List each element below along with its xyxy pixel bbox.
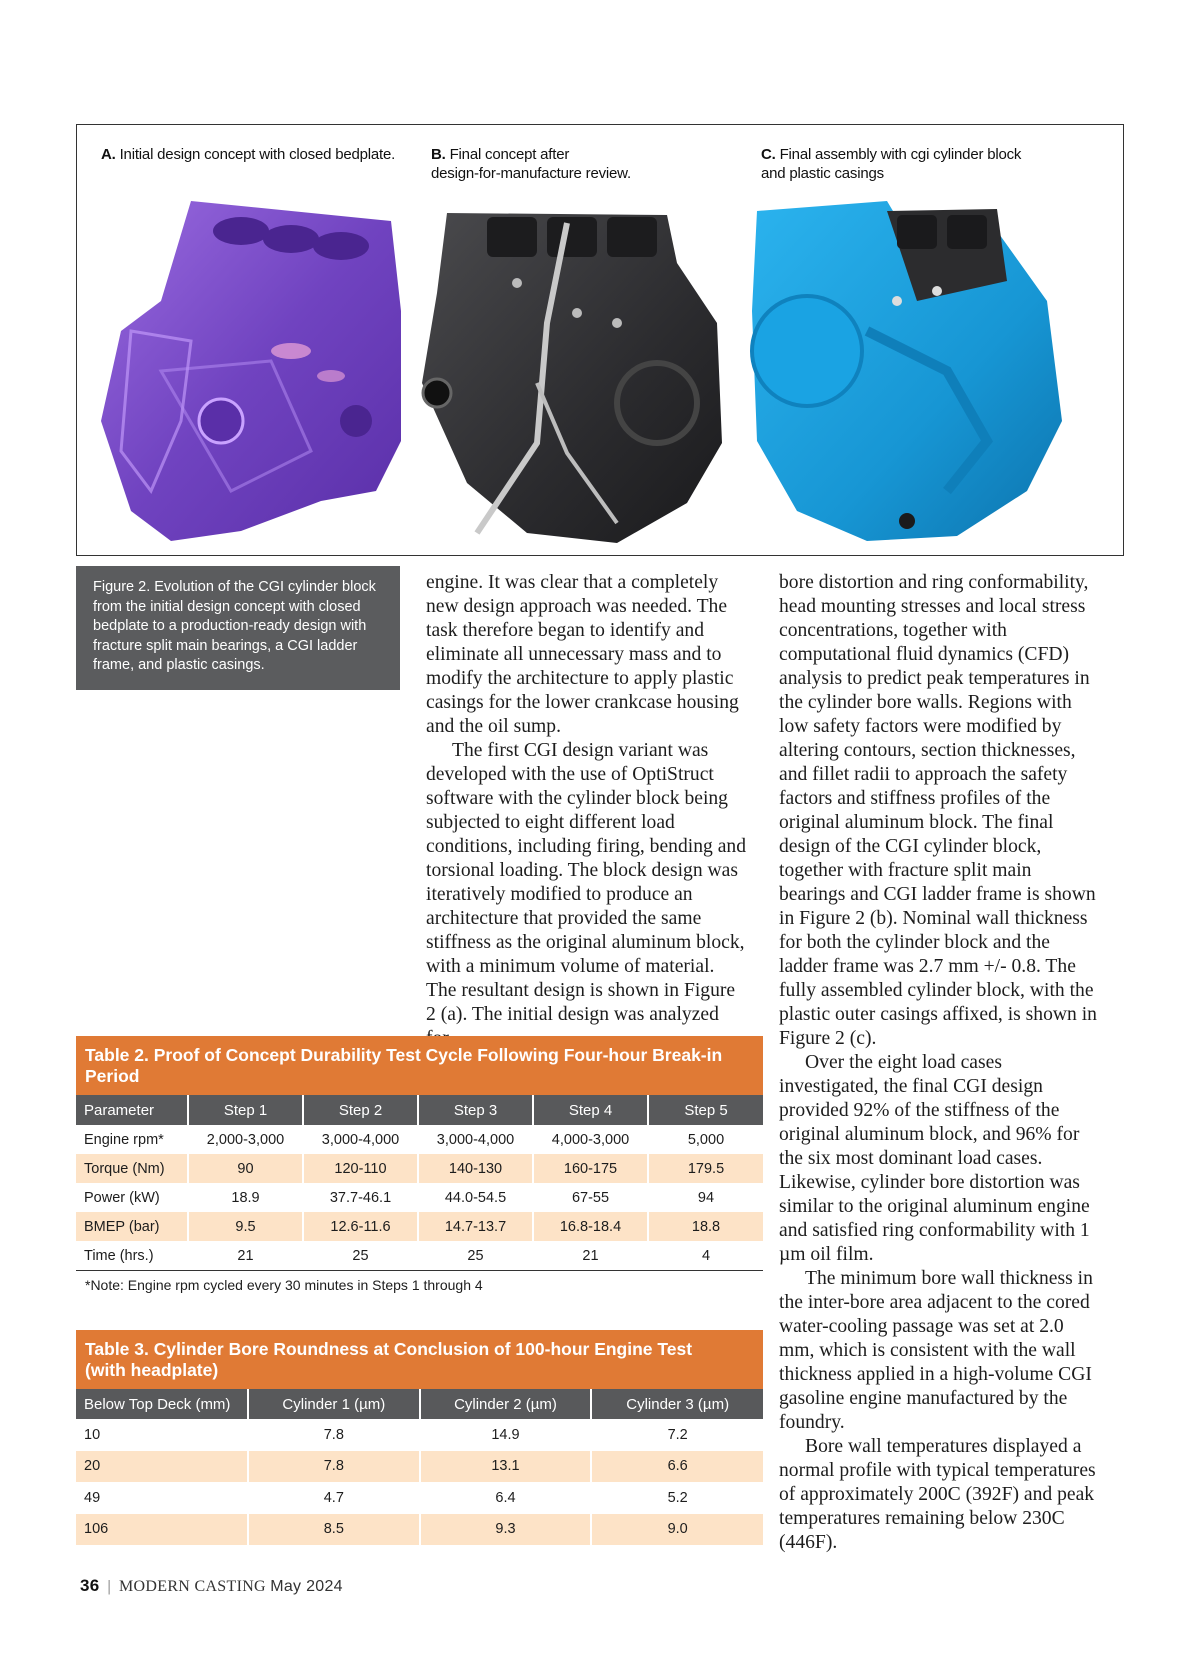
table-cell: 9.5 (188, 1212, 303, 1241)
table-cell: 10 (76, 1419, 248, 1451)
paragraph: The minimum bore wall thickness in the inter-bore area adjacent to the cored water-cooling passage was set at 2.0 mm, which is consistent with the wall thickness applied in a high-volume CGI gasoline engine manufactured by the foundry. (779, 1268, 1093, 1433)
table-row (76, 1419, 763, 1451)
figure-caption: Figure 2. Evolution of the CGI cylinder block from the initial design concept with closed bedplate to a production-ready design with fracture split main bearings, a CGI ladder frame, and plastic casings. (76, 566, 400, 690)
table-cell: 9.0 (591, 1514, 763, 1546)
table-cell: 7.8 (248, 1451, 420, 1483)
panel-c-caption: C. Final assembly with cgi cylinder block and plastic casings (761, 146, 1022, 182)
table-cell: 12.6-11.6 (303, 1212, 418, 1241)
table-cell: 94 (697, 1189, 715, 1206)
table-cell: 67-55 (533, 1183, 648, 1212)
engine-block-concept-b-image (417, 203, 727, 553)
table-cell: 14.9 (420, 1419, 592, 1451)
body-column-middle (426, 571, 746, 1051)
table-cell: 49 (76, 1482, 248, 1514)
footer-separator: | (107, 1578, 112, 1595)
table-cell: 21 (533, 1241, 648, 1270)
table-cell: 9.3 (420, 1514, 592, 1546)
table-cell: 4.7 (248, 1482, 420, 1514)
table-row (76, 1154, 763, 1183)
table-cell: 160-175 (533, 1154, 648, 1183)
table-cell: 18.9 (188, 1183, 303, 1212)
table-cell: 120-110 (303, 1154, 418, 1183)
table-3-title: Table 3. Cylinder Bore Roundness at Conclusion of 100-hour Engine Test (with headplate) (76, 1330, 763, 1389)
table-cell: 37.7-46.1 (303, 1183, 418, 1212)
table-row (76, 1482, 763, 1514)
table-cell: 16.8-18.4 (533, 1212, 648, 1241)
paragraph: Over the eight load cases investigated, the final CGI design provided 92% of the stiffness of the original aluminum block, and 96% for the six most dominant load cases. Likewise, cylinder bore distortion was similar to the original aluminum engine and satisfied ring conformability with 1 µm oil film. (779, 1052, 1090, 1265)
body-column-right (779, 571, 1097, 1555)
table-3-grid (76, 1389, 763, 1545)
table-row (76, 1212, 763, 1241)
table-2-title: Table 2. Proof of Concept Durability Test Cycle Following Four-hour Break-in Period (76, 1036, 763, 1095)
table-cell: 7.2 (667, 1426, 688, 1443)
table-header: Cylinder 3 (µm) (591, 1389, 763, 1419)
table-cell: 13.1 (420, 1451, 592, 1483)
engine-block-concept-a-image (91, 191, 421, 553)
table-cell: 44.0-54.5 (418, 1183, 533, 1212)
table-cell: BMEP (bar) (76, 1212, 188, 1241)
table-cell: 5,000 (687, 1131, 725, 1148)
paragraph: Bore wall temperatures displayed a normal profile with typical temperatures of approximately 200C (392F) and peak temperatures remaining below 230C (446F). (779, 1436, 1096, 1553)
paragraph: bore distortion and ring conformability, head mounting stresses and local stress concentrations, together with computational fluid dynamics (CFD) analysis to predict peak temperatures in the cylinder bore walls. Regions with low safety factors were modified by altering contours, section thicknesses, and fillet radii to approach the safety factors and stiffness profiles of the original aluminum block. The final design of the CGI cylinder block, together with fracture split main bearings and CGI ladder frame is shown in Figure 2 (b). Nominal wall thickness for both the cylinder block and the ladder frame was 2.7 mm +/- 0.8. The fully assembled cylinder block, with the plastic outer casings affixed, is shown in Figure 2 (c). (779, 572, 1097, 1049)
table-cell: 18.8 (648, 1212, 763, 1241)
table-2-note: *Note: Engine rpm cycled every 30 minutes in Steps 1 through 4 (76, 1270, 763, 1299)
table-cell: 140-130 (418, 1154, 533, 1183)
table-cell: 4,000-3,000 (533, 1125, 648, 1154)
table-cell: 90 (188, 1154, 303, 1183)
paragraph: engine. It was clear that a completely new design approach was needed. The task therefore began to identify and eliminate all unnecessary mass and to modify the architecture to apply plastic casings for the lower crankcase housing and the oil sump. (426, 572, 739, 737)
table-row (76, 1451, 763, 1483)
table-row (76, 1241, 763, 1270)
table-cell: 25 (418, 1241, 533, 1270)
table-cell: 3,000-4,000 (303, 1125, 418, 1154)
table-2-grid (76, 1095, 763, 1270)
page-footer (80, 1576, 343, 1596)
table-cell: 6.6 (591, 1451, 763, 1483)
table-header: Parameter (76, 1095, 188, 1125)
table-cell: 21 (188, 1241, 303, 1270)
table-header: Cylinder 1 (µm) (248, 1389, 420, 1419)
table-cell: 2,000-3,000 (188, 1125, 303, 1154)
table-cell: 6.4 (420, 1482, 592, 1514)
publication-name: MODERN CASTING (119, 1578, 266, 1595)
panel-a-caption: A. Initial design concept with closed bedplate. (101, 146, 396, 163)
table-cell: 3,000-4,000 (418, 1125, 533, 1154)
panel-b-caption: B. Final concept after design-for-manufacture review. (431, 146, 631, 182)
page-number: 36 (80, 1576, 100, 1595)
table-cell: 7.8 (248, 1419, 420, 1451)
table-2 (76, 1036, 763, 1299)
figure-2 (76, 124, 1124, 556)
table-cell: 20 (76, 1451, 248, 1483)
table-cell: 106 (76, 1514, 248, 1546)
table-cell: Time (hrs.) (76, 1241, 188, 1270)
table-header: Step 1 (188, 1095, 303, 1125)
issue-date: May 2024 (270, 1578, 343, 1595)
table-cell: 5.2 (667, 1489, 688, 1506)
table-header: Below Top Deck (mm) (76, 1389, 248, 1419)
table-cell: 4 (701, 1247, 711, 1264)
table-cell: Torque (Nm) (76, 1154, 188, 1183)
table-header: Step 5 (648, 1095, 763, 1125)
table-header: Step 2 (303, 1095, 418, 1125)
table-cell: 8.5 (248, 1514, 420, 1546)
table-row (76, 1183, 763, 1212)
table-header: Cylinder 2 (µm) (420, 1389, 592, 1419)
table-3 (76, 1330, 763, 1545)
table-cell: 14.7-13.7 (418, 1212, 533, 1241)
table-cell: 25 (303, 1241, 418, 1270)
engine-block-final-assembly-c-image (747, 191, 1077, 553)
table-row (76, 1514, 763, 1546)
table-cell: Power (kW) (76, 1183, 188, 1212)
table-header: Step 4 (533, 1095, 648, 1125)
table-cell: Engine rpm* (76, 1125, 188, 1154)
table-cell: 179.5 (648, 1154, 763, 1183)
table-header: Step 3 (418, 1095, 533, 1125)
paragraph: The first CGI design variant was developed with the use of OptiStruct software with the cylinder block being subjected to eight different load conditions, including firing, bending and torsional loading. The block design was iteratively modified to produce an architecture that provided the same stiffness as the original aluminum block, with a minimum volume of material. The resultant design is shown in Figure 2 (a). The initial design was analyzed (426, 740, 746, 1025)
table-row (76, 1125, 763, 1154)
